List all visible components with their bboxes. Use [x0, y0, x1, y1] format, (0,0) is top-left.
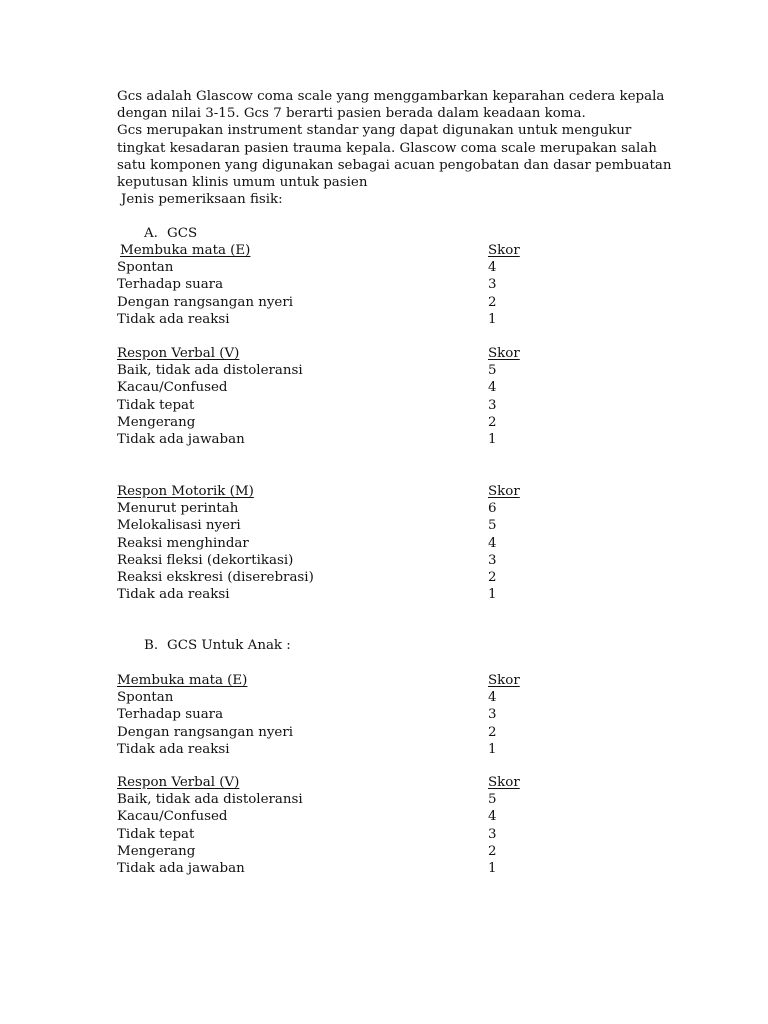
row-score: 1 — [488, 311, 497, 327]
table-header-row — [117, 345, 537, 362]
table-header-row — [117, 774, 537, 791]
skor-header: Skor — [488, 484, 520, 499]
row-label: Kacau/Confused — [117, 809, 228, 825]
section-b-heading — [144, 637, 291, 654]
row-label: Kacau/Confused — [117, 380, 228, 396]
row-label: Spontan — [117, 260, 174, 276]
row-label: Tidak tepat — [117, 826, 195, 842]
row-label: Terhadap suara — [117, 277, 224, 293]
row-score: 3 — [488, 277, 497, 293]
row-score: 2 — [488, 414, 497, 430]
verbal-header: Respon Verbal (V) — [117, 346, 240, 361]
row-score: 4 — [488, 690, 497, 706]
section-b-verbal-table — [117, 774, 537, 877]
table-row — [117, 311, 537, 328]
table-row — [117, 517, 537, 534]
section-a-letter: A. — [144, 226, 158, 241]
row-label: Reaksi menghindar — [117, 535, 249, 551]
row-score: 2 — [488, 569, 497, 585]
table-row — [117, 586, 537, 603]
row-label: Tidak ada reaksi — [117, 587, 230, 603]
table-header-row — [117, 672, 537, 689]
table-row — [117, 500, 537, 517]
row-score: 6 — [488, 501, 497, 517]
eye-header: Membuka mata (E) — [117, 673, 248, 688]
row-score: 1 — [488, 860, 497, 876]
row-label: Menurut perintah — [117, 501, 239, 517]
table-row — [117, 741, 537, 758]
table-row — [117, 689, 537, 706]
verbal-header: Respon Verbal (V) — [117, 775, 240, 790]
row-label: Tidak ada jawaban — [117, 431, 245, 447]
row-score: 2 — [488, 724, 497, 740]
row-label: Reaksi ekskresi (diserebrasi) — [117, 569, 314, 585]
table-row — [117, 552, 537, 569]
table-row — [117, 569, 537, 586]
row-label: Tidak tepat — [117, 397, 195, 413]
table-row — [117, 431, 537, 448]
intro-line: satu komponen yang digunakan sebagai acuan pengobatan dan dasar pembuatan — [117, 157, 672, 173]
row-label: Dengan rangsangan nyeri — [117, 724, 294, 740]
skor-header: Skor — [488, 243, 520, 258]
table-row — [117, 259, 537, 276]
section-a-verbal-table — [117, 345, 537, 448]
row-score: 2 — [488, 294, 497, 310]
jenis-pemeriksaan-label: Jenis pemeriksaan fisik: — [121, 192, 283, 208]
row-label: Melokalisasi nyeri — [117, 518, 241, 534]
row-label: Tidak ada reaksi — [117, 741, 230, 757]
row-label: Mengerang — [117, 843, 196, 859]
skor-header: Skor — [488, 346, 520, 361]
table-row — [117, 294, 537, 311]
table-row — [117, 362, 537, 379]
row-score: 2 — [488, 843, 497, 859]
section-a-title: GCS — [167, 226, 198, 241]
section-a-eye-table — [117, 242, 537, 328]
section-a-motor-table — [117, 483, 537, 603]
row-label: Dengan rangsangan nyeri — [117, 294, 294, 310]
table-row — [117, 808, 537, 825]
table-row — [117, 535, 537, 552]
intro-line: Gcs merupakan instrument standar yang dapat digunakan untuk mengukur — [117, 123, 632, 139]
section-b-letter: B. — [144, 638, 159, 653]
row-score: 4 — [488, 380, 497, 396]
intro-line: keputusan klinis umum untuk pasien — [117, 174, 368, 190]
table-row — [117, 276, 537, 293]
row-label: Baik, tidak ada distoleransi — [117, 792, 303, 808]
table-row — [117, 706, 537, 723]
row-score: 1 — [488, 431, 497, 447]
intro-line: dengan nilai 3-15. Gcs 7 berarti pasien berada dalam keadaan koma. — [117, 106, 586, 122]
row-score: 1 — [488, 587, 497, 603]
intro-line: Gcs adalah Glascow coma scale yang menggambarkan keparahan cedera kepala — [117, 89, 665, 104]
table-row — [117, 379, 537, 396]
row-score: 4 — [488, 260, 497, 276]
row-score: 4 — [488, 535, 497, 551]
row-score: 4 — [488, 809, 497, 825]
table-row — [117, 843, 537, 860]
row-label: Terhadap suara — [117, 707, 224, 723]
intro-paragraph — [117, 88, 677, 208]
row-label: Tidak ada reaksi — [117, 311, 230, 327]
row-label: Spontan — [117, 690, 174, 706]
table-row — [117, 826, 537, 843]
row-score: 5 — [488, 518, 497, 534]
section-a-heading — [144, 225, 197, 242]
table-header-row — [117, 242, 537, 259]
eye-header: Membuka mata (E) — [120, 243, 251, 258]
row-score: 3 — [488, 552, 497, 568]
row-score: 5 — [488, 792, 497, 808]
table-row — [117, 397, 537, 414]
table-row — [117, 724, 537, 741]
row-label: Tidak ada jawaban — [117, 860, 245, 876]
intro-line: tingkat kesadaran pasien trauma kepala. Glascow coma scale merupakan salah — [117, 140, 657, 156]
table-header-row — [117, 483, 537, 500]
row-score: 3 — [488, 707, 497, 723]
row-score: 5 — [488, 363, 497, 379]
section-b-eye-table — [117, 672, 537, 758]
row-score: 1 — [488, 741, 497, 757]
table-row — [117, 414, 537, 431]
row-label: Baik, tidak ada distoleransi — [117, 363, 303, 379]
row-label: Mengerang — [117, 414, 196, 430]
row-label: Reaksi fleksi (dekortikasi) — [117, 552, 294, 568]
skor-header: Skor — [488, 775, 520, 790]
row-score: 3 — [488, 397, 497, 413]
table-row — [117, 791, 537, 808]
section-b-title: GCS Untuk Anak : — [167, 638, 291, 653]
motor-header: Respon Motorik (M) — [117, 484, 254, 499]
table-row — [117, 860, 537, 877]
row-score: 3 — [488, 826, 497, 842]
skor-header: Skor — [488, 673, 520, 688]
